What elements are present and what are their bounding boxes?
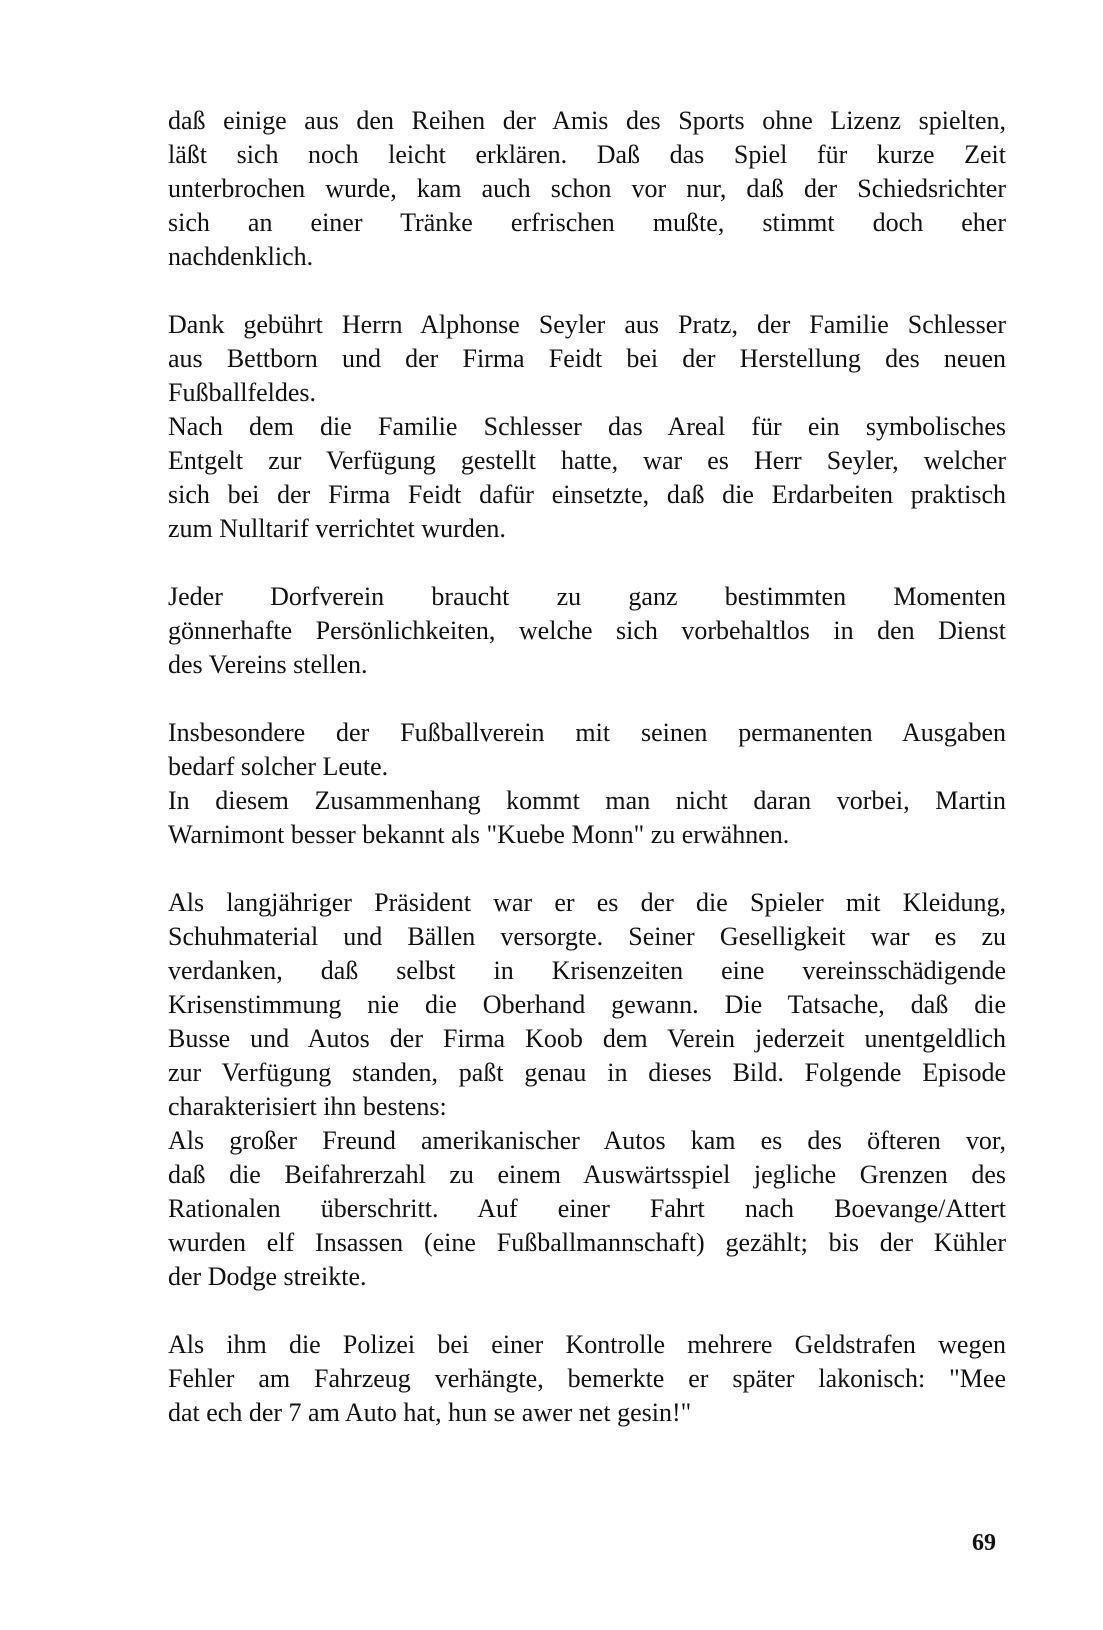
text-line: In diesem Zusammenhang kommt man nicht daran vorbei, Martin: [168, 786, 1006, 815]
text-line: charakterisiert ihn bestens:: [168, 1092, 447, 1121]
paragraph-police: [168, 1328, 1006, 1430]
text-line: Insbesondere der Fußballverein mit seinen permanenten Ausgaben: [168, 718, 1006, 747]
text-line: Dank gebührt Herrn Alphonse Seyler aus Pratz, der Familie Schlesser: [168, 310, 1006, 339]
paragraph-village-club: [168, 580, 1006, 682]
paragraph-thanks: [168, 308, 1006, 410]
text-line: der Dodge streikte.: [168, 1262, 367, 1291]
text-line: nachdenklich.: [168, 242, 314, 271]
text-line: sich bei der Firma Feidt dafür einsetzte, daß die Erdarbeiten praktisch: [168, 480, 1006, 509]
text-line: Fußballfeldes.: [168, 378, 317, 407]
paragraph-gap: [168, 682, 1006, 716]
paragraph-gap: [168, 1294, 1006, 1328]
text-line: Nach dem die Familie Schlesser das Areal für ein symbolisches: [168, 412, 1006, 441]
text-line: läßt sich noch leicht erklären. Daß das Spiel für kurze Zeit: [168, 140, 1006, 169]
text-line: Busse und Autos der Firma Koob dem Verein jederzeit unentgeldlich: [168, 1024, 1006, 1053]
text-line: Als ihm die Polizei bei einer Kontrolle mehrere Geldstrafen wegen: [168, 1330, 1006, 1359]
text-line: zum Nulltarif verrichtet wurden.: [168, 514, 506, 543]
text-line: aus Bettborn und der Firma Feidt bei der Herstellung des neuen: [168, 344, 1006, 373]
paragraph-american-cars: [168, 1124, 1006, 1294]
text-line: gönnerhafte Persönlichkeiten, welche sich vorbehaltlos in den Dienst: [168, 616, 1006, 645]
paragraph-gap: [168, 546, 1006, 580]
text-line: bedarf solcher Leute.: [168, 752, 389, 781]
text-line: Jeder Dorfverein braucht zu ganz bestimmten Momenten: [168, 582, 1006, 611]
text-line: Als großer Freund amerikanischer Autos kam es des öfteren vor,: [168, 1126, 1006, 1155]
paragraph-gap: [168, 274, 1006, 308]
paragraph-referee: [168, 104, 1006, 274]
text-line: Rationalen überschritt. Auf einer Fahrt nach Boevange/Attert: [168, 1194, 1006, 1223]
text-line: dat ech der 7 am Auto hat, hun se awer net gesin!": [168, 1398, 692, 1427]
paragraph-gap: [168, 852, 1006, 886]
paragraph-warnimont: [168, 784, 1006, 852]
text-line: zur Verfügung standen, paßt genau in dieses Bild. Folgende Episode: [168, 1058, 1006, 1087]
body-text: [168, 104, 1006, 1430]
text-line: daß einige aus den Reihen der Amis des Sports ohne Lizenz spielten,: [168, 106, 1006, 135]
text-line: daß die Beifahrerzahl zu einem Auswärtsspiel jegliche Grenzen des: [168, 1160, 1006, 1189]
text-line: Entgelt zur Verfügung gestellt hatte, war es Herr Seyler, welcher: [168, 446, 1006, 475]
paragraph-football-club: [168, 716, 1006, 784]
text-line: Warnimont besser bekannt als "Kuebe Monn" zu erwähnen.: [168, 820, 790, 849]
text-line: des Vereins stellen.: [168, 650, 368, 679]
text-line: verdanken, daß selbst in Krisenzeiten eine vereinsschädigende: [168, 956, 1006, 985]
text-line: Krisenstimmung nie die Oberhand gewann. Die Tatsache, daß die: [168, 990, 1006, 1019]
text-line: Schuhmaterial und Bällen versorgte. Seiner Geselligkeit war es zu: [168, 922, 1006, 951]
text-line: unterbrochen wurde, kam auch schon vor nur, daß der Schiedsrichter: [168, 174, 1006, 203]
paragraph-field-construction: [168, 410, 1006, 546]
text-line: Fehler am Fahrzeug verhängte, bemerkte er später lakonisch: "Mee: [168, 1364, 1006, 1393]
text-line: wurden elf Insassen (eine Fußballmannschaft) gezählt; bis der Kühler: [168, 1228, 1006, 1257]
text-line: sich an einer Tränke erfrischen mußte, stimmt doch eher: [168, 208, 1006, 237]
paragraph-president: [168, 886, 1006, 1124]
page-number: 69: [972, 1530, 996, 1556]
text-line: Als langjähriger Präsident war er es der die Spieler mit Kleidung,: [168, 888, 1006, 917]
